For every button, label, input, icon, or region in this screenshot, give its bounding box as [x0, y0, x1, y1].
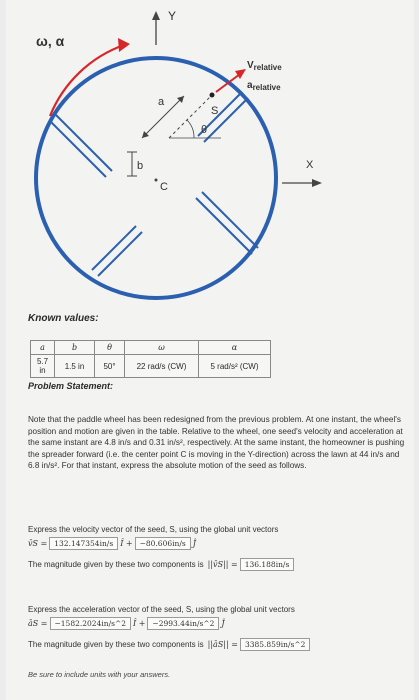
- table-value-row: [31, 355, 271, 378]
- omega-alpha-label: ω, α: [36, 33, 65, 49]
- value-b: 1.5 in: [55, 355, 95, 378]
- header-b: b: [55, 341, 95, 355]
- velocity-magnitude-row: [28, 558, 296, 571]
- table-header-row: [31, 341, 271, 355]
- value-theta: 50°: [95, 355, 125, 378]
- known-values-table: [30, 340, 271, 378]
- value-a: 5.7 in: [31, 355, 55, 378]
- velocity-magnitude-answer[interactable]: 136.188in/s: [240, 558, 295, 571]
- a-relative-label: $a_{relative}$: [247, 80, 281, 92]
- y-axis-arrowhead: [152, 11, 160, 20]
- x-axis-arrowhead: [312, 179, 322, 187]
- theta-label: θ: [201, 124, 208, 136]
- acceleration-lhs: āS =: [28, 619, 48, 628]
- y-axis-label: Y: [168, 9, 177, 23]
- seed-point: [210, 93, 215, 98]
- value-alpha: 5 rad/s² (CW): [199, 355, 271, 378]
- header-theta: θ: [95, 341, 125, 355]
- header-a: a: [31, 341, 55, 355]
- v-relative-label: $V_{relative}$: [247, 60, 282, 72]
- center-point: [155, 179, 158, 182]
- i-unit-vector: Î +: [133, 619, 146, 628]
- velocity-magnitude-prompt: The magnitude given by these two components is: [28, 560, 204, 569]
- paddle-lower-left: [92, 226, 142, 276]
- theta-arc: [187, 120, 194, 138]
- seed-s-label: S: [211, 105, 219, 117]
- dimension-a-label: a: [158, 96, 165, 108]
- velocity-prompt: Express the velocity vector of the seed, S, using the global unit vectors: [28, 525, 279, 534]
- dimension-b-label: b: [137, 160, 144, 172]
- omega-alpha-arrowhead: [118, 38, 130, 52]
- value-omega: 22 rad/s (CW): [125, 355, 199, 378]
- known-values-title: Known values:: [28, 313, 99, 324]
- header-omega: ω: [125, 341, 199, 355]
- velocity-lhs: v̄S =: [28, 539, 48, 548]
- center-c-label: C: [160, 181, 168, 193]
- paddle-upper-left: [50, 115, 112, 177]
- acceleration-magnitude-answer[interactable]: 3385.859in/s^2: [240, 638, 310, 651]
- acceleration-prompt: Express the acceleration vector of the seed, S, using the global unit vectors: [28, 605, 295, 614]
- j-unit-vector: Ĵ: [221, 619, 225, 628]
- problem-sheet: [6, 0, 414, 700]
- x-axis-label: X: [306, 159, 314, 171]
- problem-statement-text: Note that the paddle wheel has been redesigned from the previous problem. At one instant, the wheel's position and motion are given in the table. Relative to the wheel, one seed's velocity and acceleration at the same instant are 4.8 in/s and 0.31 in/s², respectively. At the same instant, the homeowner is pushing the spreader forward (i.e. the center point C is moving in the Y-direction) across the lawn at 44 in/s and 6.8 in/s². For that instant, express the absolute motion of the seed as follows.: [28, 415, 405, 470]
- header-alpha: α: [199, 341, 271, 355]
- paddle-wheel-diagram: [6, 0, 414, 300]
- paddle-lower-right: [196, 192, 258, 254]
- units-note: Be sure to include units with your answers.: [28, 670, 171, 679]
- velocity-magnitude-lhs: ||v̄S|| =: [207, 560, 238, 569]
- problem-statement-title: Problem Statement:: [28, 381, 114, 391]
- acceleration-i-answer[interactable]: −1582.2024in/s^2: [50, 617, 132, 630]
- acceleration-magnitude-prompt: The magnitude given by these two components is: [28, 640, 204, 649]
- acceleration-magnitude-row: [28, 638, 312, 651]
- acceleration-j-answer[interactable]: −2993.44in/s^2: [147, 617, 219, 630]
- velocity-j-answer[interactable]: −80.606in/s: [135, 537, 191, 550]
- velocity-i-answer[interactable]: 132.147354in/s: [49, 537, 118, 550]
- acceleration-vector-row: [28, 617, 225, 630]
- acceleration-magnitude-lhs: ||āS|| =: [207, 640, 238, 649]
- velocity-vector-row: [28, 537, 196, 550]
- i-unit-vector: Î +: [120, 539, 133, 548]
- j-unit-vector: Ĵ: [192, 539, 196, 548]
